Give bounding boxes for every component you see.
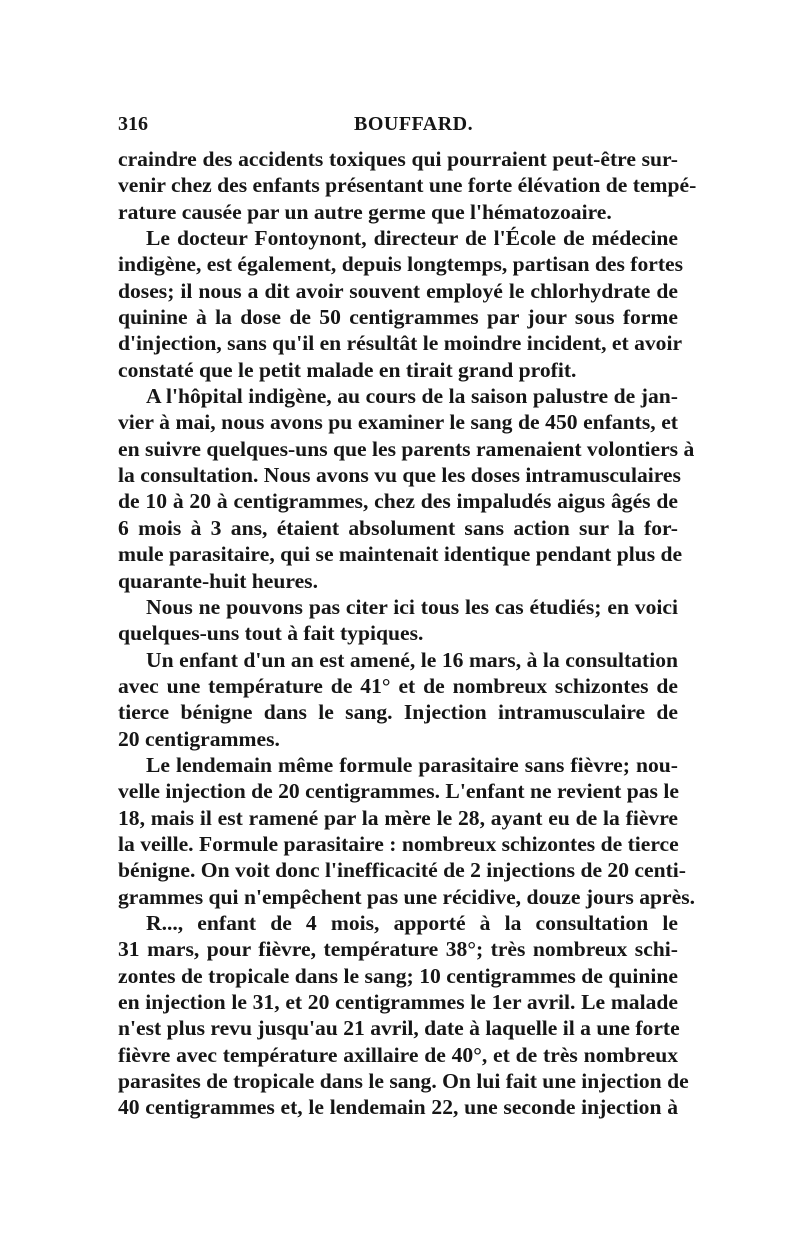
running-head: BOUFFARD. xyxy=(354,113,474,135)
body-text xyxy=(118,146,697,1121)
page-header xyxy=(118,113,678,143)
text-line: 31 mars, pour fièvre, température 38°; très nombreux schi- xyxy=(118,937,678,962)
text-line: Nous ne pouvons pas citer ici tous les cas étudiés; en voici xyxy=(146,594,678,619)
text-line: A l'hôpital indigène, au cours de la saison palustre de jan- xyxy=(146,384,678,409)
text-line: 20 centigrammes. xyxy=(118,726,280,751)
text-line: rature causée par un autre germe que l'hématozoaire. xyxy=(118,199,612,224)
text-line: mule parasitaire, qui se maintenait identique pendant plus de xyxy=(118,542,683,567)
text-line: la consultation. Nous avons vu que les doses intramusculaires xyxy=(118,463,681,488)
text-line: R..., enfant de 4 mois, apporté à la consultation le xyxy=(146,910,678,935)
text-line: Le docteur Fontoynont, directeur de l'École de médecine xyxy=(146,226,678,251)
text-line: 40 centigrammes et, le lendemain 22, une seconde injection à xyxy=(118,1095,678,1120)
text-line: parasites de tropicale dans le sang. On lui fait une injection de xyxy=(118,1069,689,1094)
text-line: avec une température de 41° et de nombreux schizontes de xyxy=(118,673,678,698)
text-line: indigène, est également, depuis longtemps, partisan des fortes xyxy=(118,252,684,277)
text-line: quarante-huit heures. xyxy=(118,568,318,593)
text-line: de 10 à 20 à centigrammes, chez des impaludés aigus âgés de xyxy=(118,489,678,514)
text-line: n'est plus revu jusqu'au 21 avril, date à laquelle il a une forte xyxy=(118,1016,680,1041)
text-line: la veille. Formule parasitaire : nombreux schizontes de tierce xyxy=(118,831,679,856)
text-line: en suivre quelques-uns que les parents ramenaient volontiers à xyxy=(118,436,695,461)
text-line: velle injection de 20 centigrammes. L'enfant ne revient pas le xyxy=(118,779,679,804)
text-line: grammes qui n'empêchent pas une récidive, douze jours après. xyxy=(118,884,696,909)
text-line: craindre des accidents toxiques qui pourraient peut-être sur- xyxy=(118,147,678,171)
text-line: zontes de tropicale dans le sang; 10 centigrammes de quinine xyxy=(118,963,678,988)
text-line: vier à mai, nous avons pu examiner le sang de 450 enfants, et xyxy=(118,410,678,435)
text-line: 6 mois à 3 ans, étaient absolument sans action sur la for- xyxy=(118,515,678,540)
text-line: 18, mais il est ramené par la mère le 28, ayant eu de la fièvre xyxy=(118,805,678,830)
page-number: 316 xyxy=(118,113,148,135)
text-line: Un enfant d'un an est amené, le 16 mars, à la consultation xyxy=(146,647,678,672)
text-line: venir chez des enfants présentant une forte élévation de tempé- xyxy=(118,173,697,198)
text-line: bénigne. On voit donc l'inefficacité de 2 injections de 20 centi- xyxy=(118,858,686,883)
text-line: en injection le 31, et 20 centigrammes le 1er avril. Le malade xyxy=(118,990,678,1014)
text-line: tierce bénigne dans le sang. Injection intramusculaire de xyxy=(118,700,678,725)
text-line: Le lendemain même formule parasitaire sans fièvre; nou- xyxy=(146,752,678,777)
text-line: quinine à la dose de 50 centigrammes par jour sous forme xyxy=(118,305,678,330)
text-line: doses; il nous a dit avoir souvent employé le chlorhydrate de xyxy=(118,278,678,303)
text-line: d'injection, sans qu'il en résultât le moindre incident, et avoir xyxy=(118,331,683,356)
text-line: fièvre avec température axillaire de 40°, et de très nombreux xyxy=(118,1042,678,1067)
text-line: quelques-uns tout à fait typiques. xyxy=(118,621,424,646)
text-line: constaté que le petit malade en tirait grand profit. xyxy=(118,357,577,382)
